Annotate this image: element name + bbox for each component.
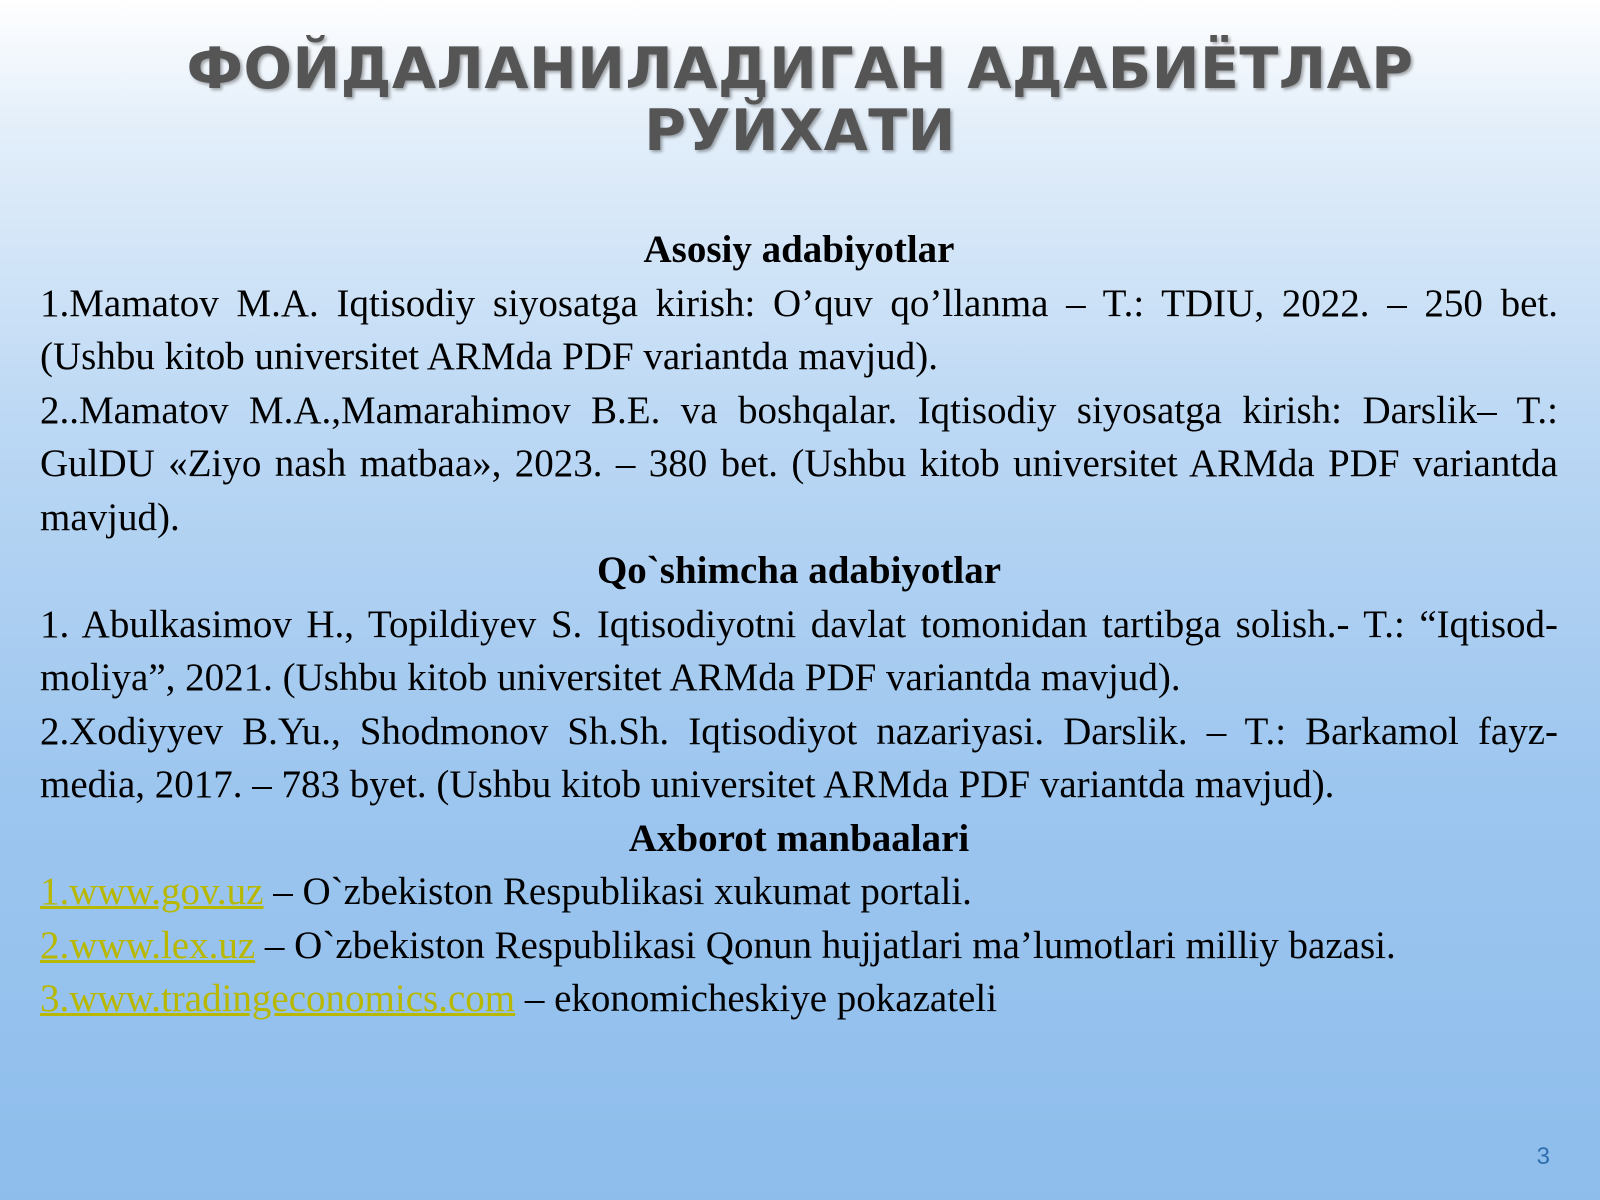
slide-title-line-2: РУЙХАТИ [644,98,956,164]
main-literature-heading: Asosiy adabiyotlar [643,228,955,271]
page-number: 3 [1536,1143,1550,1170]
information-source-2-text: – O`zbekiston Respublikasi Qonun hujjatlari ma’lumotlari milliy bazasi. [255,923,1396,967]
main-literature-entry-1: 1.Mamatov M.A. Iqtisodiy siyosatga kirish: O’quv qo’llanma – T.: TDIU, 2022. – 250 bet. (Ushbu kitob universitet ARMda PDF variantda mavjud). [40,281,1558,378]
information-source-2 [40,919,1558,973]
bibliography-content [40,223,1558,1026]
additional-literature-entry-2: 2.Xodiyyev B.Yu., Shodmonov Sh.Sh. Iqtisodiyot nazariyasi. Darslik. – T.: Barkamol fayz- media, 2017. – 783 byet. (Ushbu kitob universitet ARMda PDF variantda mavjud). [40,709,1558,806]
information-source-3-text: – ekonomicheskiye pokazateli [515,977,998,1020]
information-sources-heading: Axborot manbaalari [628,816,970,860]
additional-literature-entry-1: 1. Abulkasimov H., Topildiyev S. Iqtisodiyotni davlat tomonidan tartibga solish.- T.: “Iqtisod-moliya”, 2021. (Ushbu kitob universitet ARMda PDF variantda mavjud). [40,602,1558,699]
main-literature-entry-2: 2..Mamatov M.A.,Mamarahimov B.E. va boshqalar. Iqtisodiy siyosatga kirish: Darslik– T.: GulDU «Ziyo nash matbaa», 2023. – 380 bet. (Ushbu kitob universitet ARMda PDF variantda mavjud). [40,388,1558,539]
tradingeconomics-link[interactable]: 3.www.tradingeconomics.com [40,977,516,1020]
slide-title [100,38,1500,162]
lex-uz-link[interactable]: 2.www.lex.uz [40,923,256,967]
information-source-1-text: – O`zbekiston Respublikasi xukumat portali. [263,870,972,913]
information-source-3 [40,972,1558,1026]
slide-title-line-1: ФОЙДАЛАНИЛАДИГАН АДАБИЁТЛАР [186,36,1414,102]
additional-literature-heading: Qo`shimcha adabiyotlar [596,549,1002,592]
gov-uz-link[interactable]: 1.www.gov.uz [40,870,264,913]
information-source-1 [40,865,1558,919]
